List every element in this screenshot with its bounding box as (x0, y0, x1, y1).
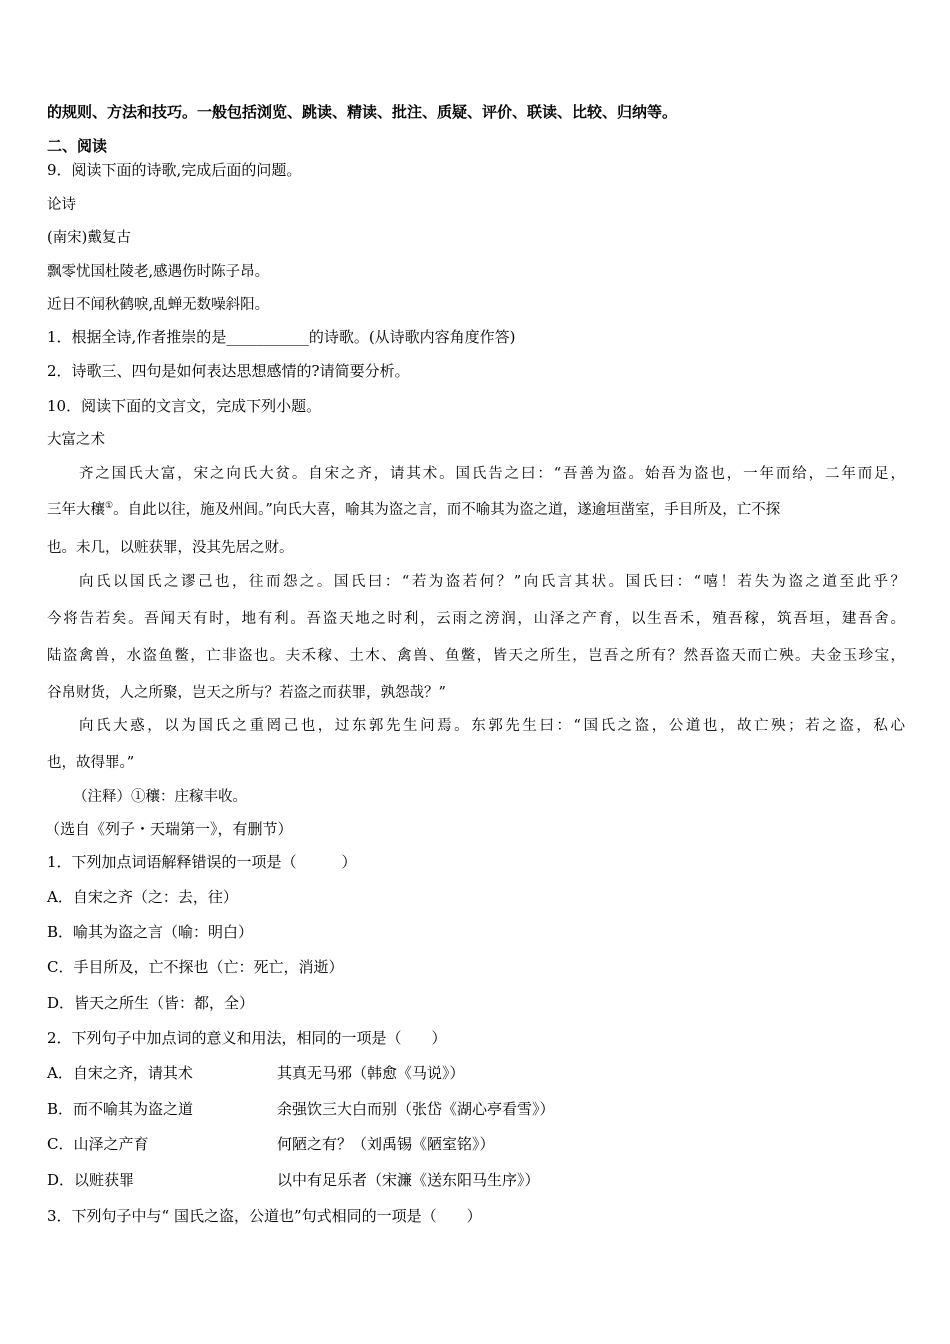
passage-source: （选自《列子・天瑞第一》，有删节） (45, 820, 293, 838)
q10-s1-stem: 1．下列加点词语解释错误的一项是（ ） (47, 853, 357, 871)
passage-p3-line-2: 也，故得罪。” (47, 755, 135, 771)
q9-sub-1: 1．根据全诗,作者推崇的是___________的诗歌。(从诗歌内容角度作答) (47, 328, 516, 346)
passage-p2-line-3: 陆盗禽兽，水盗鱼鳖，亡非盗也。夫禾稼、土木、禽兽、鱼鳖，皆天之所生，岂吾之所有？然吾盗天而亡殃。夫金玉珍宝， (47, 648, 905, 664)
q10-s1-option-c: C．手目所及，亡不探也（亡：死亡，消逝） (47, 958, 344, 976)
passage-p2-line-4: 谷帛财货，人之所聚，岂天之所与？若盗之而获罪，孰怨哉？” (47, 685, 446, 701)
passage-p1-line-2 (47, 500, 780, 520)
passage-p1-line-3: 也。未几，以赃获罪，没其先居之财。 (47, 540, 294, 556)
q10-s2-stem: 2．下列句子中加点词的意义和用法，相同的一项是（ ） (47, 1029, 447, 1047)
footnote-marker: ① (105, 501, 114, 511)
q9-prompt: 9．阅读下面的诗歌,完成后面的问题。 (47, 161, 302, 179)
q10-s1-option-d: D．皆天之所生（皆：都，全） (47, 994, 255, 1012)
passage-p1-line-2a: 三年大穰 (47, 502, 105, 518)
passage-note: （注释）①穰：庄稼丰收。 (73, 789, 247, 805)
q10-s2-option-a-left: A．自宋之齐，请其术 (47, 1064, 193, 1082)
section-title: 二、阅读 (47, 137, 108, 155)
passage-p3-line-1: 向氏大惑，以为国氏之重罔己也，过东郭先生问焉。东郭先生曰：“国氏之盗，公道也，故亡殃；若之盗，私心 (79, 718, 905, 734)
poem-author: (南宋)戴复古 (47, 230, 131, 246)
passage-title: 大富之术 (47, 432, 105, 448)
q10-s1-option-b: B．喻其为盗之言（喻：明白） (47, 923, 254, 941)
passage-p2-line-1: 向氏以国氏之谬己也，往而怨之。国氏曰：“若为盗若何？”向氏言其状。国氏曰：“嘻！若失为盗之道至此乎？ (79, 574, 905, 590)
q10-s2-option-b-left: B．而不喻其为盗之道 (47, 1100, 194, 1118)
q10-s2-option-a (47, 1063, 193, 1083)
q10-s2-option-d (47, 1170, 134, 1190)
q10-s2-option-c (47, 1134, 148, 1154)
intro-line: 的规则、方法和技巧。一般包括浏览、跳读、精读、批注、质疑、评价、联读、比较、归纳等。 (47, 103, 678, 121)
passage-p2-line-2: 今将告若矣。吾闻天有时，地有利。吾盗天地之时利，云雨之滂润，山泽之产育，以生吾禾，殖吾稼，筑吾垣，建吾舍。 (47, 611, 905, 627)
q10-s2-option-a-right: 其真无马邪（韩愈《马说》） (277, 1064, 465, 1082)
q10-s2-option-d-left: D．以赃获罪 (47, 1171, 135, 1189)
poem-verse-2: 近日不闻秋鹤唳,乱蝉无数噪斜阳。 (47, 297, 270, 313)
q10-prompt: 10．阅读下面的文言文，完成下列小题。 (47, 397, 322, 415)
q10-s1-option-a: A．自宋之齐（之：去，往） (47, 888, 238, 906)
poem-verse-1: 飘零忧国杜陵老,感遇伤时陈子昂。 (47, 264, 270, 280)
q10-s2-option-b-right: 余强饮三大白而别（张岱《湖心亭看雪》） (277, 1100, 555, 1118)
q10-s2-option-b (47, 1099, 193, 1119)
passage-p1-line-1: 齐之国氏大富，宋之向氏大贫。自宋之齐，请其术。国氏告之曰：“吾善为盗。始吾为盗也，一年而给，二年而足， (79, 466, 905, 482)
q9-sub-2: 2．诗歌三、四句是如何表达思想感情的?请简要分析。 (47, 362, 410, 380)
q10-s3-stem: 3．下列句子中与“ 国氏之盗，公道也”句式相同的一项是（ ） (47, 1207, 482, 1225)
poem-title: 论诗 (47, 197, 76, 213)
passage-p1-line-2b: 。自此以往，施及州闾。”向氏大喜，喻其为盗之言，而不喻其为盗之道，遂逾垣凿室，手目所及，亡不探 (113, 502, 781, 518)
q10-s2-option-c-right: 何陋之有？（刘禹锡《陋室铭》） (277, 1135, 495, 1153)
q10-s2-option-d-right: 以中有足乐者（宋濂《送东阳马生序》） (277, 1171, 540, 1189)
q10-s2-option-c-left: C．山泽之产育 (47, 1135, 149, 1153)
